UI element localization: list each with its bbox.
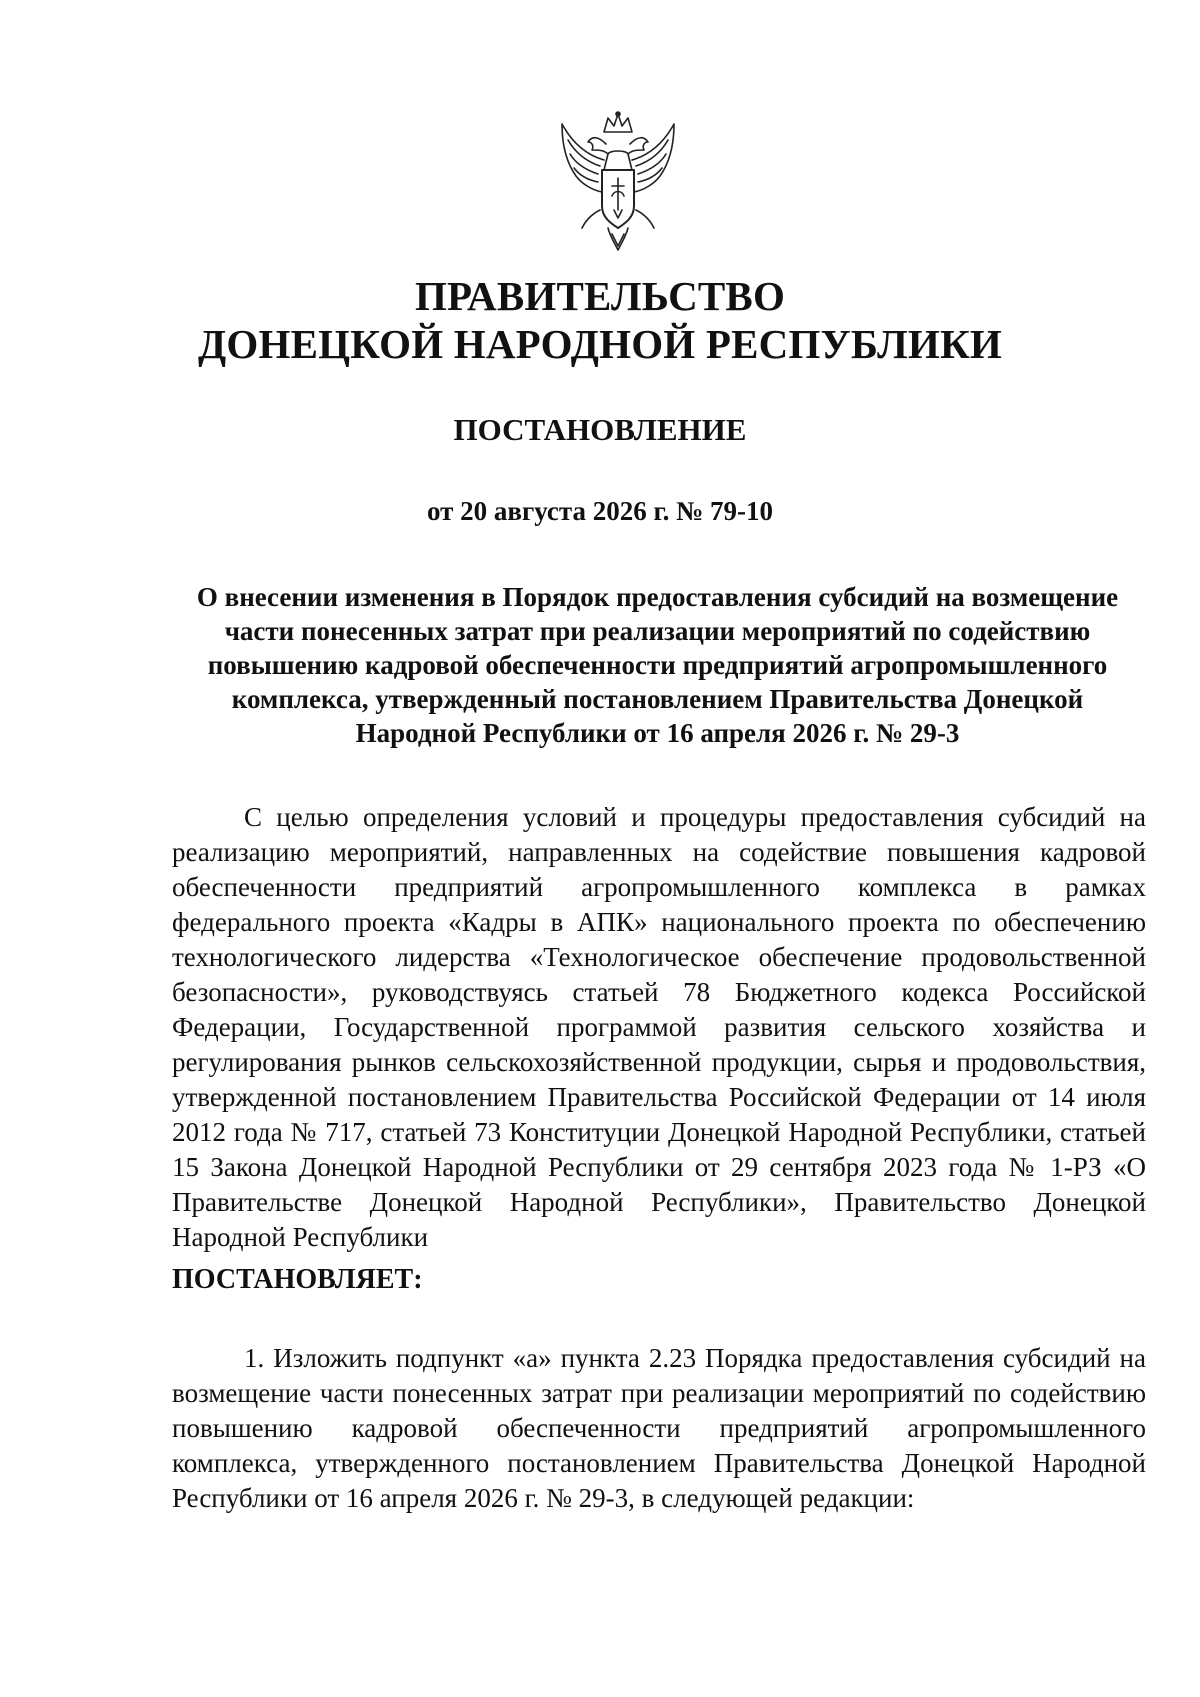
document-date-number: от 20 августа 2026 г. № 79-10 [426,496,774,526]
coat-of-arms-icon [552,110,684,260]
document-type: ПОСТАНОВЛЕНИЕ [453,412,747,447]
government-title-line-1: ПРАВИТЕЛЬСТВО [414,273,786,319]
preamble-paragraph: С целью определения условий и процедуры предоставления субсидий на реализацию мероприятий, направленных на содействие повышения кадровой обеспеченности предприятий агропромышленного комплекса в рамках федерального проекта «Кадры в АПК» национального проекта по обеспечению технологического лидерства «Технологическое обеспечение продовольственной безопасности», руководствуясь статьей 78 Бюджетного кодекса Российской Федерации, Государственной программой развития сельского хозяйства и регулирования рынков сельскохозяйственной продукции, сырья и продовольствия, утвержденной постановлением Правительства Российской Федерации от 14 июля 2012 года № 717, статьей 73 Конституции Донецкой Народной Республики, статьей 15 Закона Донецкой Народной Республики от 29 сентября 2023 года № 1-РЗ «О Правительстве Донецкой Народной Республики», Правительство Донецкой Народной Республики [172,802,1146,1252]
decree-heading: ПОСТАНОВЛЯЕТ: [172,1264,423,1295]
document-subject: О внесении изменения в Порядок предоставления субсидий на возмещение части понесенных затрат при реализации мероприятий по содействию повышению кадровой обеспеченности предприятий агропромышленного комплекса, утвержденный постановлением Правительства Донецкой Народной Республики от 16 апреля 2026 г. № 29-3 [196,582,1119,748]
item-1-paragraph: 1. Изложить подпункт «а» пункта 2.23 Порядка предоставления субсидий на возмещение части понесенных затрат при реализации мероприятий по содействию повышению кадровой обеспеченности предприятий агропромышленного комплекса, утвержденного постановлением Правительства Донецкой Народной Республики от 16 апреля 2026 г. № 29-3, в следующей редакции: [172,1343,1146,1513]
government-title-line-2: ДОНЕЦКОЙ НАРОДНОЙ РЕСПУБЛИКИ [198,321,1002,367]
